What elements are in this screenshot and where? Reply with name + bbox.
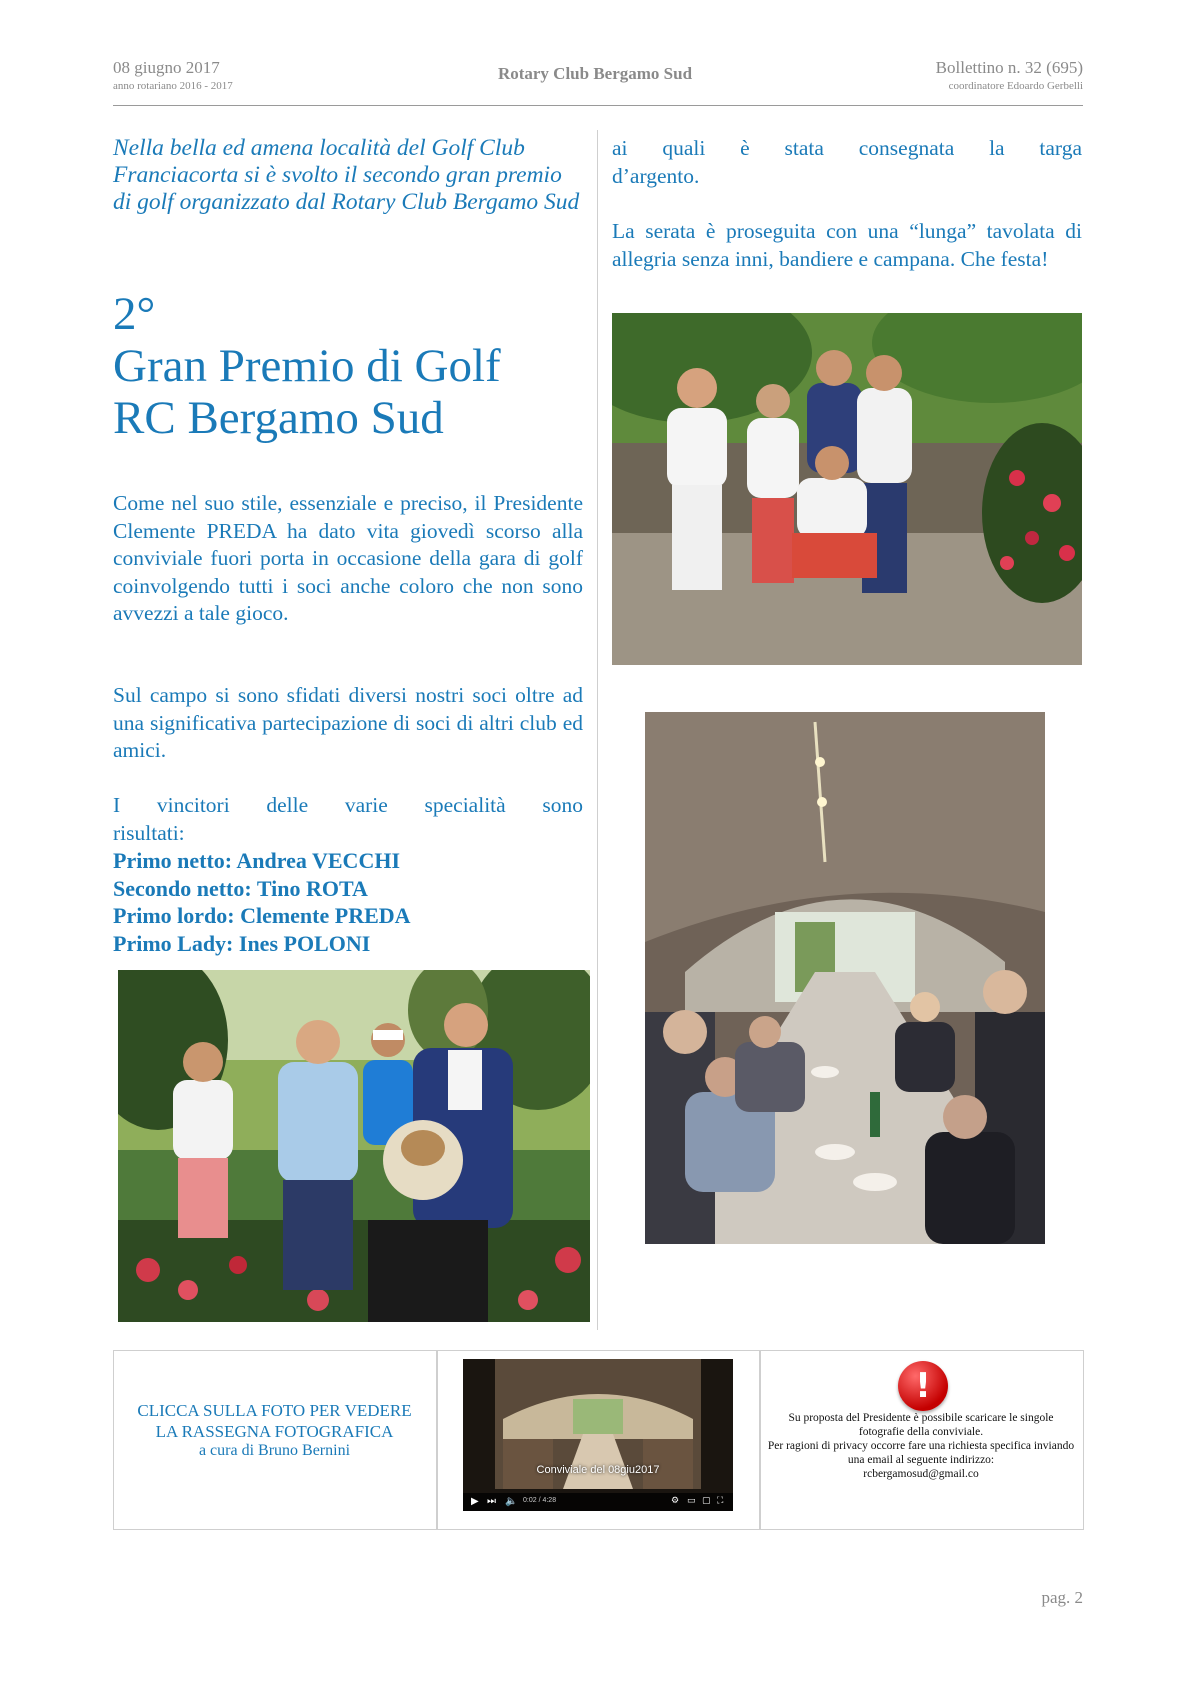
- paragraph-3: I vincitori delle varie specialità sono: [113, 793, 583, 817]
- photo-dinner-table: [645, 712, 1045, 1244]
- title-line-2: Gran Premio di Golf: [113, 340, 501, 392]
- cast-icon[interactable]: ▢: [702, 1496, 711, 1506]
- cta-line-1: CLICCA SULLA FOTO PER VEDERE: [137, 1401, 412, 1420]
- photo-credit: a cura di Bruno Bernini: [198, 1442, 351, 1459]
- coordinator: coordinatore Edoardo Gerbelli: [948, 80, 1083, 92]
- privacy-line-1: Su proposta del Presidente è possibile scaricare le singole fotografie della conviviale.: [788, 1412, 1054, 1438]
- page-number: pag. 2: [1041, 1588, 1083, 1607]
- privacy-line-2: Per ragioni di privacy occorre fare una richiesta specifica inviando una email al seguente indirizzo:: [767, 1440, 1075, 1466]
- winner-item: Secondo netto: Tino ROTA: [113, 875, 368, 901]
- video-caption: Conviviale del 08giu2017: [536, 1464, 660, 1476]
- right-paragraph-1: ai quali è stata consegnata la targa: [612, 136, 1082, 160]
- right-paragraph-2: La serata è proseguita con una “lunga” tavolata di allegria senza inni, bandiere e campana. Che festa!: [612, 219, 1082, 271]
- theater-icon[interactable]: ▭: [687, 1496, 696, 1506]
- title-line-3: RC Bergamo Sud: [113, 392, 444, 444]
- settings-icon[interactable]: ⚙: [671, 1496, 680, 1506]
- winners-list: [113, 847, 411, 957]
- cta-line-2: LA RASSEGNA FOTOGRAFICA: [155, 1422, 394, 1441]
- title-line-1: 2°: [113, 288, 156, 340]
- slideshow-cta: [113, 1400, 436, 1442]
- article-title: [113, 288, 593, 444]
- alert-icon: !: [898, 1361, 948, 1411]
- right-paragraph-1-cont: d’argento.: [612, 164, 700, 188]
- rotary-year: anno rotariano 2016 - 2017: [113, 80, 233, 92]
- paragraph-1: Come nel suo stile, essenziale e preciso, il Presidente Clemente PREDA ha dato vita giovedì scorso alla conviviale fuori porta in occasione della gara di golf coinvolgendo tutti i soci anche coloro che non sono avvezzi a tale gioco.: [113, 491, 583, 625]
- club-name: Rotary Club Bergamo Sud: [497, 64, 693, 83]
- winner-item: Primo Lady: Ines POLONI: [113, 930, 371, 956]
- video-thumbnail[interactable]: [463, 1359, 733, 1511]
- header-divider: [113, 105, 1083, 106]
- article-intro: Nella bella ed amena località del Golf Club Franciacorta si è svolto il secondo gran premio di golf organizzato dal Rotary Club Bergamo Sud: [113, 135, 580, 215]
- winner-item: Primo netto: Andrea VECCHI: [113, 848, 401, 873]
- fullscreen-icon[interactable]: ⛶: [717, 1496, 724, 1506]
- next-icon[interactable]: ⏭: [487, 1496, 496, 1507]
- privacy-notice: [766, 1411, 1076, 1481]
- privacy-email[interactable]: rcbergamosud@gmail.co: [863, 1468, 979, 1480]
- paragraph-2: Sul campo si sono sfidati diversi nostri soci oltre ad una significativa partecipazione di soci di altri club ed amici.: [113, 683, 583, 762]
- bulletin-number: Bollettino n. 32 (695): [935, 58, 1083, 77]
- video-time: 0:02 / 4:28: [523, 1497, 557, 1504]
- volume-icon[interactable]: 🔈: [505, 1496, 518, 1507]
- winner-item: Primo lordo: Clemente PREDA: [113, 903, 411, 928]
- play-icon[interactable]: ▶: [471, 1496, 479, 1507]
- photo-group-path: [612, 313, 1082, 665]
- column-divider: [597, 130, 598, 1330]
- bulletin-date: 08 giugno 2017: [113, 58, 220, 77]
- paragraph-3-cont: risultati:: [113, 821, 185, 845]
- video-controls: [463, 1493, 733, 1511]
- photo-golf-group: [118, 970, 590, 1322]
